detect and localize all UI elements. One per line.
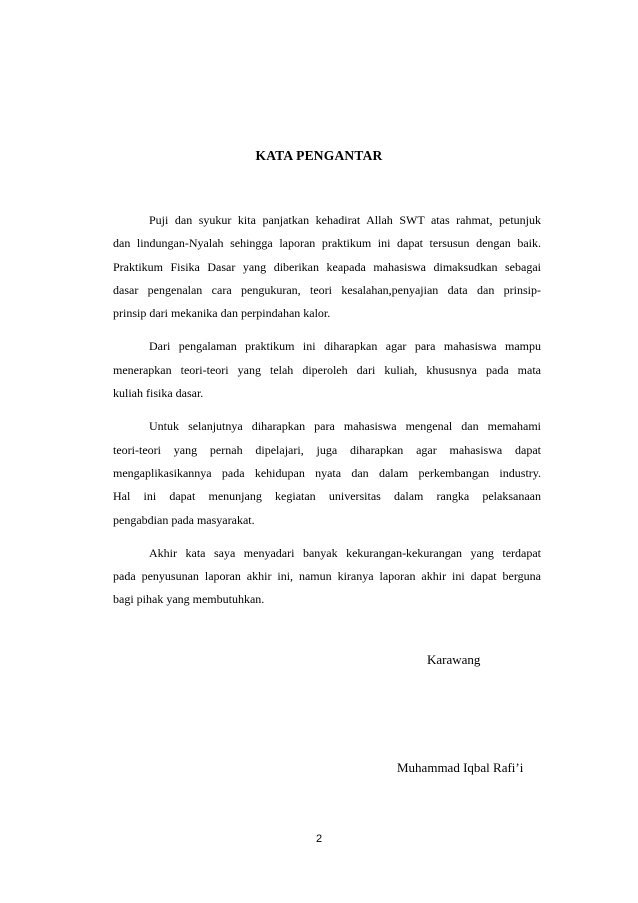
paragraph-3 <box>113 415 541 531</box>
paragraph-line: Puji dan syukur kita panjatkan kehadirat Allah SWT atas rahmat, petunjuk <box>149 213 541 227</box>
paragraph-line: Akhir kata saya menyadari banyak kekurangan-kekurangan yang terdapat <box>149 545 541 560</box>
paragraph-line: pengabdian pada masyarakat. <box>113 512 255 527</box>
paragraph-line: Praktikum Fisika Dasar yang diberikan keapada mahasiswa dimaksudkan sebagai <box>113 259 541 274</box>
paragraph-1 <box>113 209 541 325</box>
paragraph-line: prinsip dari mekanika dan perpindahan kalor. <box>113 306 331 321</box>
paragraph-line: menerapkan teori-teori yang telah diperoleh dari kuliah, khususnya pada mata <box>113 362 541 377</box>
paragraph-line: mengaplikasikannya pada kehidupan nyata dan dalam perkembangan industry. <box>113 465 541 480</box>
page-number: 2 <box>315 833 323 845</box>
paragraph-line: Dari pengalaman praktikum ini diharapkan agar para mahasiswa mampu <box>149 339 541 354</box>
paragraph-line: pada penyusunan laporan akhir ini, namun kiranya laporan akhir ini dapat berguna <box>113 569 541 584</box>
paragraph-line: teori-teori yang pernah dipelajari, juga diharapkan agar mahasiswa dapat <box>113 442 541 457</box>
document-body <box>113 209 541 622</box>
paragraph-line: dasar pengenalan cara pengukuran, teori kesalahan,penyajian data dan prinsip- <box>113 282 541 297</box>
paragraph-4 <box>113 542 541 612</box>
page-title: KATA PENGANTAR <box>255 148 383 163</box>
paragraph-line: kuliah fisika dasar. <box>113 386 204 401</box>
place-name: Karawang <box>427 652 481 667</box>
paragraph-line: bagi pihak yang membutuhkan. <box>113 592 265 607</box>
paragraph-line: Untuk selanjutnya diharapkan para mahasiswa mengenal dan memahami <box>149 419 541 434</box>
paragraph-2 <box>113 335 541 405</box>
paragraph-line: dan lindungan-Nyalah sehingga laporan praktikum ini dapat tersusun dengan baik. <box>113 236 541 251</box>
author-name: Muhammad Iqbal Rafi’i <box>397 760 524 775</box>
paragraph-line: Hal ini dapat menunjang kegiatan universitas dalam rangka pelaksanaan <box>113 489 541 504</box>
